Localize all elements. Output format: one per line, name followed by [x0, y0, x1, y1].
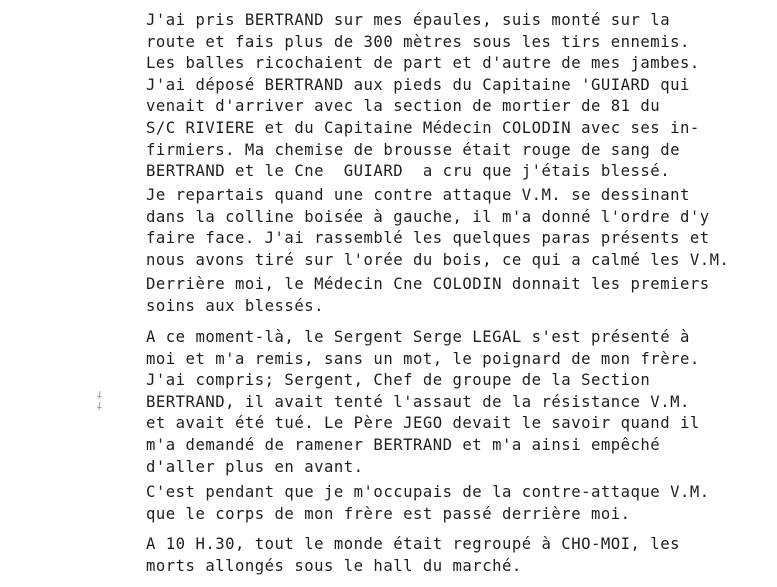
text-line: A ce moment-là, le Sergent Serge LEGAL s'est présenté à [146, 328, 690, 346]
text-line: et avait été tué. Le Père JEGO devait le savoir quand il [146, 414, 700, 433]
paragraph-4 [146, 327, 700, 478]
text-line: Derrière moi, le Médecin Cne COLODIN donnait les premiers [146, 275, 710, 293]
text-line: S/C RIVIERE et du Capitaine Médecin COLODIN avec ses in- [146, 118, 700, 137]
paragraph-5 [146, 482, 710, 525]
text-line: J'ai pris BERTRAND sur mes épaules, suis monté sur la [146, 11, 671, 29]
text-line: que le corps de mon frère est passé derrière moi. [146, 504, 631, 523]
text-line: route et fais plus de 300 mètres sous les tirs ennemis. [146, 32, 690, 51]
text-line: faire face. J'ai rassemblé les quelques paras présents et [146, 229, 710, 248]
paragraph-2 [146, 185, 729, 271]
text-line: J'ai déposé BERTRAND aux pieds du Capitaine 'GUIARD qui [146, 75, 690, 94]
margin-pen-mark [95, 390, 105, 419]
text-line: m'a demandé de ramener BERTRAND et m'a ainsi empêché [146, 435, 661, 454]
text-line: moi et m'a remis, sans un mot, le poignard de mon frère. [146, 349, 700, 368]
text-line: nous avons tiré sur l'orée du bois, ce qui a calmé les V.M. [146, 250, 730, 269]
text-line: d'aller plus en avant. [146, 457, 364, 476]
text-line: C'est pendant que je m'occupais de la contre-attaque V.M. [146, 483, 710, 501]
text-line: BERTRAND et le Cne GUIARD a cru que j'étais blessé. [146, 162, 671, 181]
text-line: A 10 H.30, tout le monde était regroupé à CHO-MOI, les [146, 535, 680, 553]
paragraph-1 [146, 10, 700, 183]
text-line: Les balles ricochaient de part et d'autre de mes jambes. [146, 54, 700, 73]
text-line: morts allongés sous le hall du marché. [146, 556, 522, 575]
text-line: venait d'arriver avec la section de mortier de 81 du [146, 97, 661, 116]
paragraph-6 [146, 534, 680, 577]
text-line: dans la colline boisée à gauche, il m'a donné l'ordre d'y [146, 207, 710, 226]
paragraph-3 [146, 274, 710, 317]
text-line: Je repartais quand une contre attaque V.M. se dessinant [146, 186, 690, 204]
text-line: J'ai compris; Sergent, Chef de groupe de la Section [146, 371, 651, 390]
text-line: firmiers. Ma chemise de brousse était rouge de sang de [146, 140, 680, 159]
text-line: soins aux blessés. [146, 296, 324, 315]
text-line: BERTRAND, il avait tenté l'assaut de la résistance V.M. [146, 392, 690, 411]
